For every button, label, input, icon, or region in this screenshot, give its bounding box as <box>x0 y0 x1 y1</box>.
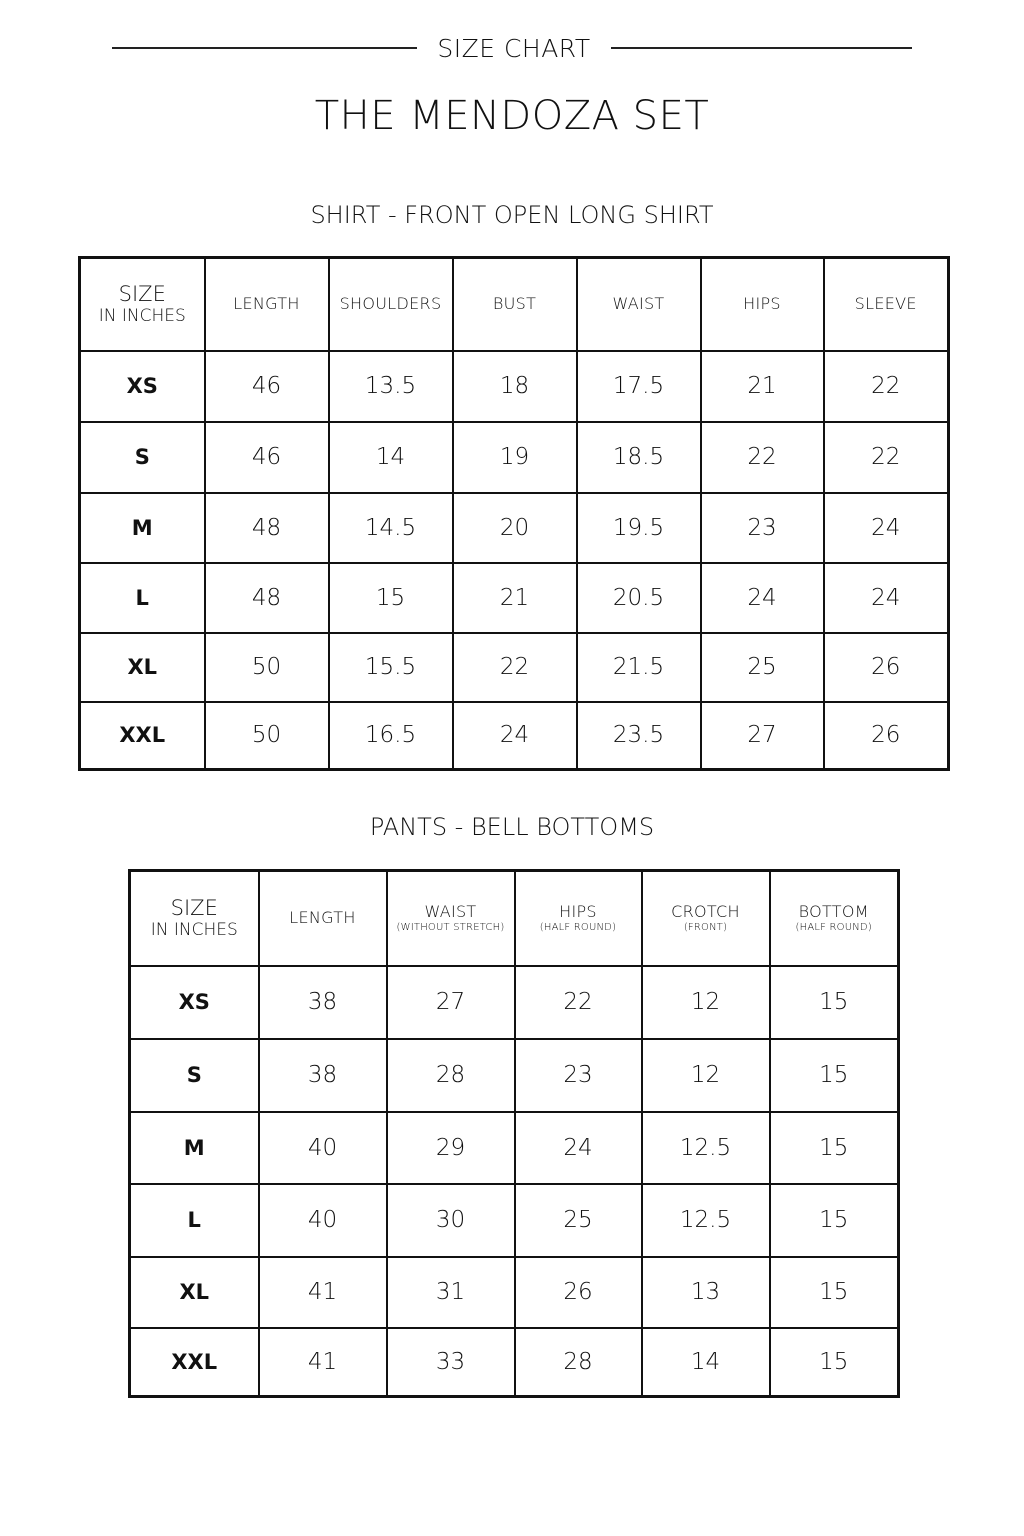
value-cell: 25 <box>515 1184 642 1257</box>
shirt-size-header-cell <box>80 258 205 351</box>
pants-size-header-top: SIZE <box>170 896 218 921</box>
shirt-size-header-top: SIZE <box>118 282 166 307</box>
table-row <box>80 702 949 770</box>
value-cell: 22 <box>824 351 949 422</box>
table-row <box>80 422 949 493</box>
shirt-size-header-bottom: IN INCHES <box>98 306 186 327</box>
value-cell: 38 <box>259 1039 387 1112</box>
value-cell: 17.5 <box>577 351 701 422</box>
pants-column-header <box>259 871 387 966</box>
value-cell: 15.5 <box>329 633 453 702</box>
value-cell: 27 <box>387 966 515 1039</box>
table-row <box>130 1257 899 1328</box>
size-label-cell: XXL <box>80 702 205 770</box>
shirt-column-header <box>453 258 577 351</box>
pants-column-label: HIPS <box>559 902 597 922</box>
shirt-size-table <box>78 256 950 771</box>
value-cell: 26 <box>824 702 949 770</box>
pants-column-label: WAIST <box>424 902 477 922</box>
value-cell: 15 <box>770 1112 899 1184</box>
value-cell: 48 <box>205 563 329 633</box>
value-cell: 22 <box>701 422 824 493</box>
size-label-cell: XL <box>130 1257 259 1328</box>
size-label-cell: M <box>130 1112 259 1184</box>
size-label-cell: XS <box>80 351 205 422</box>
table-row <box>80 563 949 633</box>
value-cell: 23.5 <box>577 702 701 770</box>
size-chart-label: SIZE CHART <box>437 34 591 63</box>
pants-header-row <box>130 871 899 966</box>
value-cell: 31 <box>387 1257 515 1328</box>
table-row <box>130 1039 899 1112</box>
value-cell: 15 <box>770 1039 899 1112</box>
shirt-column-label: SHOULDERS <box>339 294 442 314</box>
size-label-cell: XXL <box>130 1328 259 1397</box>
shirt-column-label: BUST <box>492 294 537 314</box>
table-row <box>130 966 899 1039</box>
value-cell: 14 <box>642 1328 770 1397</box>
value-cell: 38 <box>259 966 387 1039</box>
pants-size-table <box>128 869 900 1398</box>
shirt-column-header <box>824 258 949 351</box>
pants-column-sublabel: (HALF ROUND) <box>539 922 617 934</box>
value-cell: 50 <box>205 633 329 702</box>
table-row <box>130 1184 899 1257</box>
value-cell: 40 <box>259 1112 387 1184</box>
pants-column-header <box>770 871 899 966</box>
value-cell: 20 <box>453 493 577 563</box>
size-label-cell: XS <box>130 966 259 1039</box>
value-cell: 30 <box>387 1184 515 1257</box>
header-rule-left <box>112 47 417 49</box>
pants-column-label: CROTCH <box>671 902 740 922</box>
pants-column-label: LENGTH <box>289 908 356 928</box>
value-cell: 24 <box>824 563 949 633</box>
value-cell: 15 <box>770 966 899 1039</box>
pants-column-sublabel: (FRONT) <box>683 922 728 934</box>
value-cell: 12 <box>642 966 770 1039</box>
value-cell: 19 <box>453 422 577 493</box>
value-cell: 14 <box>329 422 453 493</box>
pants-column-header <box>642 871 770 966</box>
value-cell: 50 <box>205 702 329 770</box>
value-cell: 12.5 <box>642 1112 770 1184</box>
table-row <box>130 1328 899 1397</box>
value-cell: 15 <box>770 1328 899 1397</box>
shirt-column-header <box>329 258 453 351</box>
value-cell: 41 <box>259 1257 387 1328</box>
value-cell: 21 <box>701 351 824 422</box>
value-cell: 14.5 <box>329 493 453 563</box>
table-row <box>80 633 949 702</box>
shirt-column-header <box>205 258 329 351</box>
value-cell: 27 <box>701 702 824 770</box>
pants-column-label: BOTTOM <box>798 902 869 922</box>
value-cell: 41 <box>259 1328 387 1397</box>
value-cell: 22 <box>824 422 949 493</box>
table-row <box>80 351 949 422</box>
shirt-column-label: WAIST <box>612 294 665 314</box>
pants-size-header-cell <box>130 871 259 966</box>
value-cell: 48 <box>205 493 329 563</box>
value-cell: 40 <box>259 1184 387 1257</box>
value-cell: 46 <box>205 351 329 422</box>
table-row <box>80 493 949 563</box>
shirt-column-header <box>577 258 701 351</box>
value-cell: 25 <box>701 633 824 702</box>
value-cell: 46 <box>205 422 329 493</box>
value-cell: 15 <box>770 1257 899 1328</box>
value-cell: 21.5 <box>577 633 701 702</box>
value-cell: 23 <box>701 493 824 563</box>
value-cell: 18.5 <box>577 422 701 493</box>
value-cell: 29 <box>387 1112 515 1184</box>
pants-size-header-bottom: IN INCHES <box>150 920 238 941</box>
shirt-column-header <box>701 258 824 351</box>
pants-column-sublabel: (WITHOUT STRETCH) <box>396 922 505 934</box>
pants-column-header <box>387 871 515 966</box>
value-cell: 13.5 <box>329 351 453 422</box>
header-rule-right <box>611 47 912 49</box>
value-cell: 20.5 <box>577 563 701 633</box>
shirt-header-row <box>80 258 949 351</box>
document-title: THE MENDOZA SET <box>314 93 710 139</box>
value-cell: 21 <box>453 563 577 633</box>
value-cell: 19.5 <box>577 493 701 563</box>
value-cell: 24 <box>453 702 577 770</box>
value-cell: 15 <box>329 563 453 633</box>
value-cell: 24 <box>824 493 949 563</box>
value-cell: 26 <box>824 633 949 702</box>
shirt-section-title: SHIRT - FRONT OPEN LONG SHIRT <box>310 201 714 229</box>
shirt-column-label: SLEEVE <box>854 294 917 314</box>
value-cell: 12.5 <box>642 1184 770 1257</box>
pants-section-title: PANTS - BELL BOTTOMS <box>369 813 655 841</box>
table-row <box>130 1112 899 1184</box>
value-cell: 28 <box>515 1328 642 1397</box>
size-label-cell: L <box>80 563 205 633</box>
value-cell: 24 <box>515 1112 642 1184</box>
value-cell: 33 <box>387 1328 515 1397</box>
shirt-column-label: HIPS <box>743 294 781 314</box>
value-cell: 16.5 <box>329 702 453 770</box>
value-cell: 26 <box>515 1257 642 1328</box>
shirt-column-label: LENGTH <box>233 294 300 314</box>
value-cell: 12 <box>642 1039 770 1112</box>
value-cell: 22 <box>453 633 577 702</box>
value-cell: 18 <box>453 351 577 422</box>
pants-column-sublabel: (HALF ROUND) <box>795 922 872 934</box>
value-cell: 15 <box>770 1184 899 1257</box>
size-label-cell: S <box>130 1039 259 1112</box>
value-cell: 13 <box>642 1257 770 1328</box>
value-cell: 28 <box>387 1039 515 1112</box>
value-cell: 22 <box>515 966 642 1039</box>
value-cell: 24 <box>701 563 824 633</box>
size-label-cell: XL <box>80 633 205 702</box>
size-label-cell: S <box>80 422 205 493</box>
pants-column-header <box>515 871 642 966</box>
size-label-cell: M <box>80 493 205 563</box>
size-label-cell: L <box>130 1184 259 1257</box>
value-cell: 23 <box>515 1039 642 1112</box>
